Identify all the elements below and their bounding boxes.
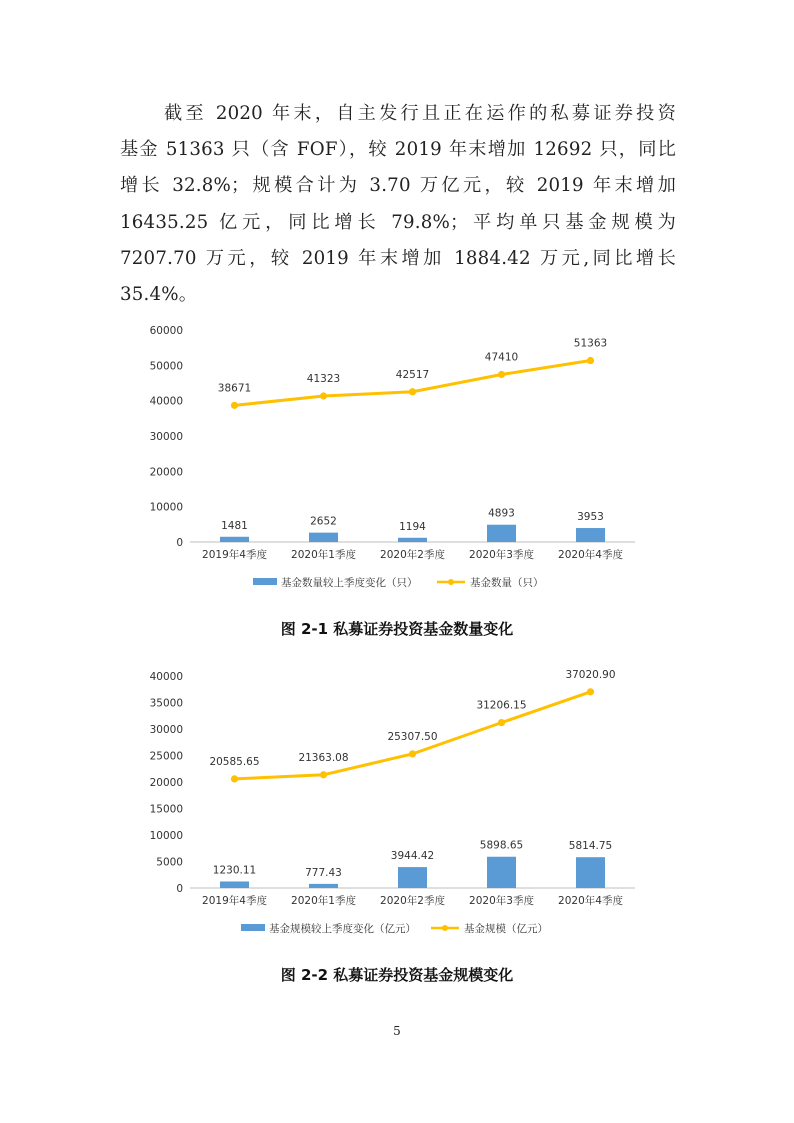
y-tick-label: 25000 (149, 750, 183, 763)
legend-line-label: 基金规模（亿元） (464, 923, 548, 935)
y-tick-label: 10000 (149, 830, 183, 842)
y-tick-label: 20000 (149, 466, 183, 479)
bar-data-label: 1481 (221, 519, 248, 532)
y-tick-label: 40000 (149, 395, 183, 408)
legend-bar-label: 基金数量较上季度变化（只） (281, 577, 418, 589)
line-point (231, 775, 238, 782)
x-tick-label: 2020年4季度 (558, 895, 623, 907)
line-point (409, 750, 416, 757)
line-series (235, 361, 591, 406)
bar-data-label: 777.43 (305, 866, 342, 879)
y-tick-label: 50000 (149, 360, 183, 373)
body-paragraph (120, 96, 676, 313)
line-point (498, 371, 505, 378)
x-tick-label: 2019年4季度 (202, 549, 267, 561)
paragraph-line: 增长 32.8%；规模合计为 3.70 万亿元，较 2019 年末增加 (120, 175, 676, 197)
bar (576, 857, 605, 888)
y-tick-label: 30000 (149, 724, 183, 736)
bar-data-label: 3953 (577, 511, 604, 524)
paragraph-line: 基金 51363 只（含 FOF），较 2019 年末增加 12692 只，同比 (120, 139, 676, 161)
bar (309, 884, 338, 888)
line-point (231, 402, 238, 409)
bar-data-label: 3944.42 (390, 850, 435, 863)
bar-data-label: 1230.11 (212, 864, 257, 877)
figure-caption-2-2: 图 2-2 私募证券投资基金规模变化 (280, 966, 514, 984)
y-tick-label: 35000 (149, 697, 183, 710)
paragraph-line: 7207.70 万元，较 2019 年末增加 1884.42 万元,同比增长 (120, 247, 676, 269)
y-tick-label: 30000 (149, 431, 183, 443)
line-point (320, 771, 327, 778)
fund-count-chart-svg (110, 318, 670, 598)
bar-data-label: 2652 (310, 515, 337, 528)
line-data-label: 51363 (573, 337, 608, 350)
x-tick-label: 2020年2季度 (380, 549, 445, 561)
line-point (320, 392, 327, 399)
y-tick-label: 10000 (149, 501, 183, 514)
line-data-label: 25307.50 (387, 730, 438, 743)
y-tick-label: 15000 (149, 803, 183, 816)
line-point (498, 719, 505, 726)
bar (220, 881, 249, 888)
legend-line-marker (442, 925, 448, 931)
x-tick-label: 2020年2季度 (380, 895, 445, 907)
line-data-label: 38671 (217, 382, 252, 395)
fund-count-chart (110, 318, 670, 598)
page-number: 5 (393, 1024, 401, 1038)
legend-bar-label: 基金规模较上季度变化（亿元） (269, 923, 416, 935)
y-tick-label: 40000 (149, 671, 183, 683)
y-tick-label: 20000 (149, 777, 183, 789)
legend-bar-swatch (241, 924, 265, 931)
legend-line-marker (448, 579, 454, 585)
y-tick-label: 5000 (156, 856, 183, 869)
line-data-label: 21363.08 (298, 751, 349, 764)
fund-scale-chart-svg (110, 664, 670, 944)
paragraph-line: 35.4%。 (120, 284, 198, 306)
line-data-label: 41323 (306, 372, 341, 385)
line-data-label: 42517 (395, 368, 430, 381)
bar (309, 533, 338, 542)
y-tick-label: 0 (176, 883, 183, 895)
bar (487, 525, 516, 542)
y-tick-label: 0 (176, 537, 183, 549)
x-tick-label: 2019年4季度 (202, 895, 267, 907)
bar-data-label: 4893 (488, 507, 515, 520)
fund-scale-chart (110, 664, 670, 944)
bar (398, 867, 427, 888)
line-point (587, 357, 594, 364)
line-data-label: 37020.90 (565, 668, 616, 681)
y-tick-label: 60000 (149, 325, 183, 337)
x-tick-label: 2020年4季度 (558, 549, 623, 561)
legend (241, 922, 548, 935)
paragraph-line: 截至 2020 年末，自主发行且正在运作的私募证券投资 (164, 103, 676, 124)
x-tick-label: 2020年1季度 (291, 549, 356, 561)
bar-data-label: 1194 (399, 520, 426, 533)
figure-caption-2-1: 图 2-1 私募证券投资基金数量变化 (280, 620, 514, 638)
line-point (587, 688, 594, 695)
legend-bar-swatch (253, 578, 277, 585)
legend (253, 576, 544, 589)
bar (487, 857, 516, 888)
x-tick-label: 2020年3季度 (469, 895, 534, 907)
bar (220, 537, 249, 542)
bar (576, 528, 605, 542)
bar-data-label: 5898.65 (479, 839, 524, 852)
line-point (409, 388, 416, 395)
line-data-label: 47410 (484, 351, 519, 364)
paragraph-line: 16435.25 亿元，同比增长 79.8%；平均单只基金规模为 (120, 211, 676, 233)
bar-data-label: 5814.75 (568, 840, 613, 853)
line-data-label: 31206.15 (476, 699, 527, 712)
x-tick-label: 2020年1季度 (291, 895, 356, 907)
legend-line-label: 基金数量（只） (470, 577, 544, 589)
x-tick-label: 2020年3季度 (469, 549, 534, 561)
line-data-label: 20585.65 (209, 755, 260, 768)
bar (398, 538, 427, 542)
